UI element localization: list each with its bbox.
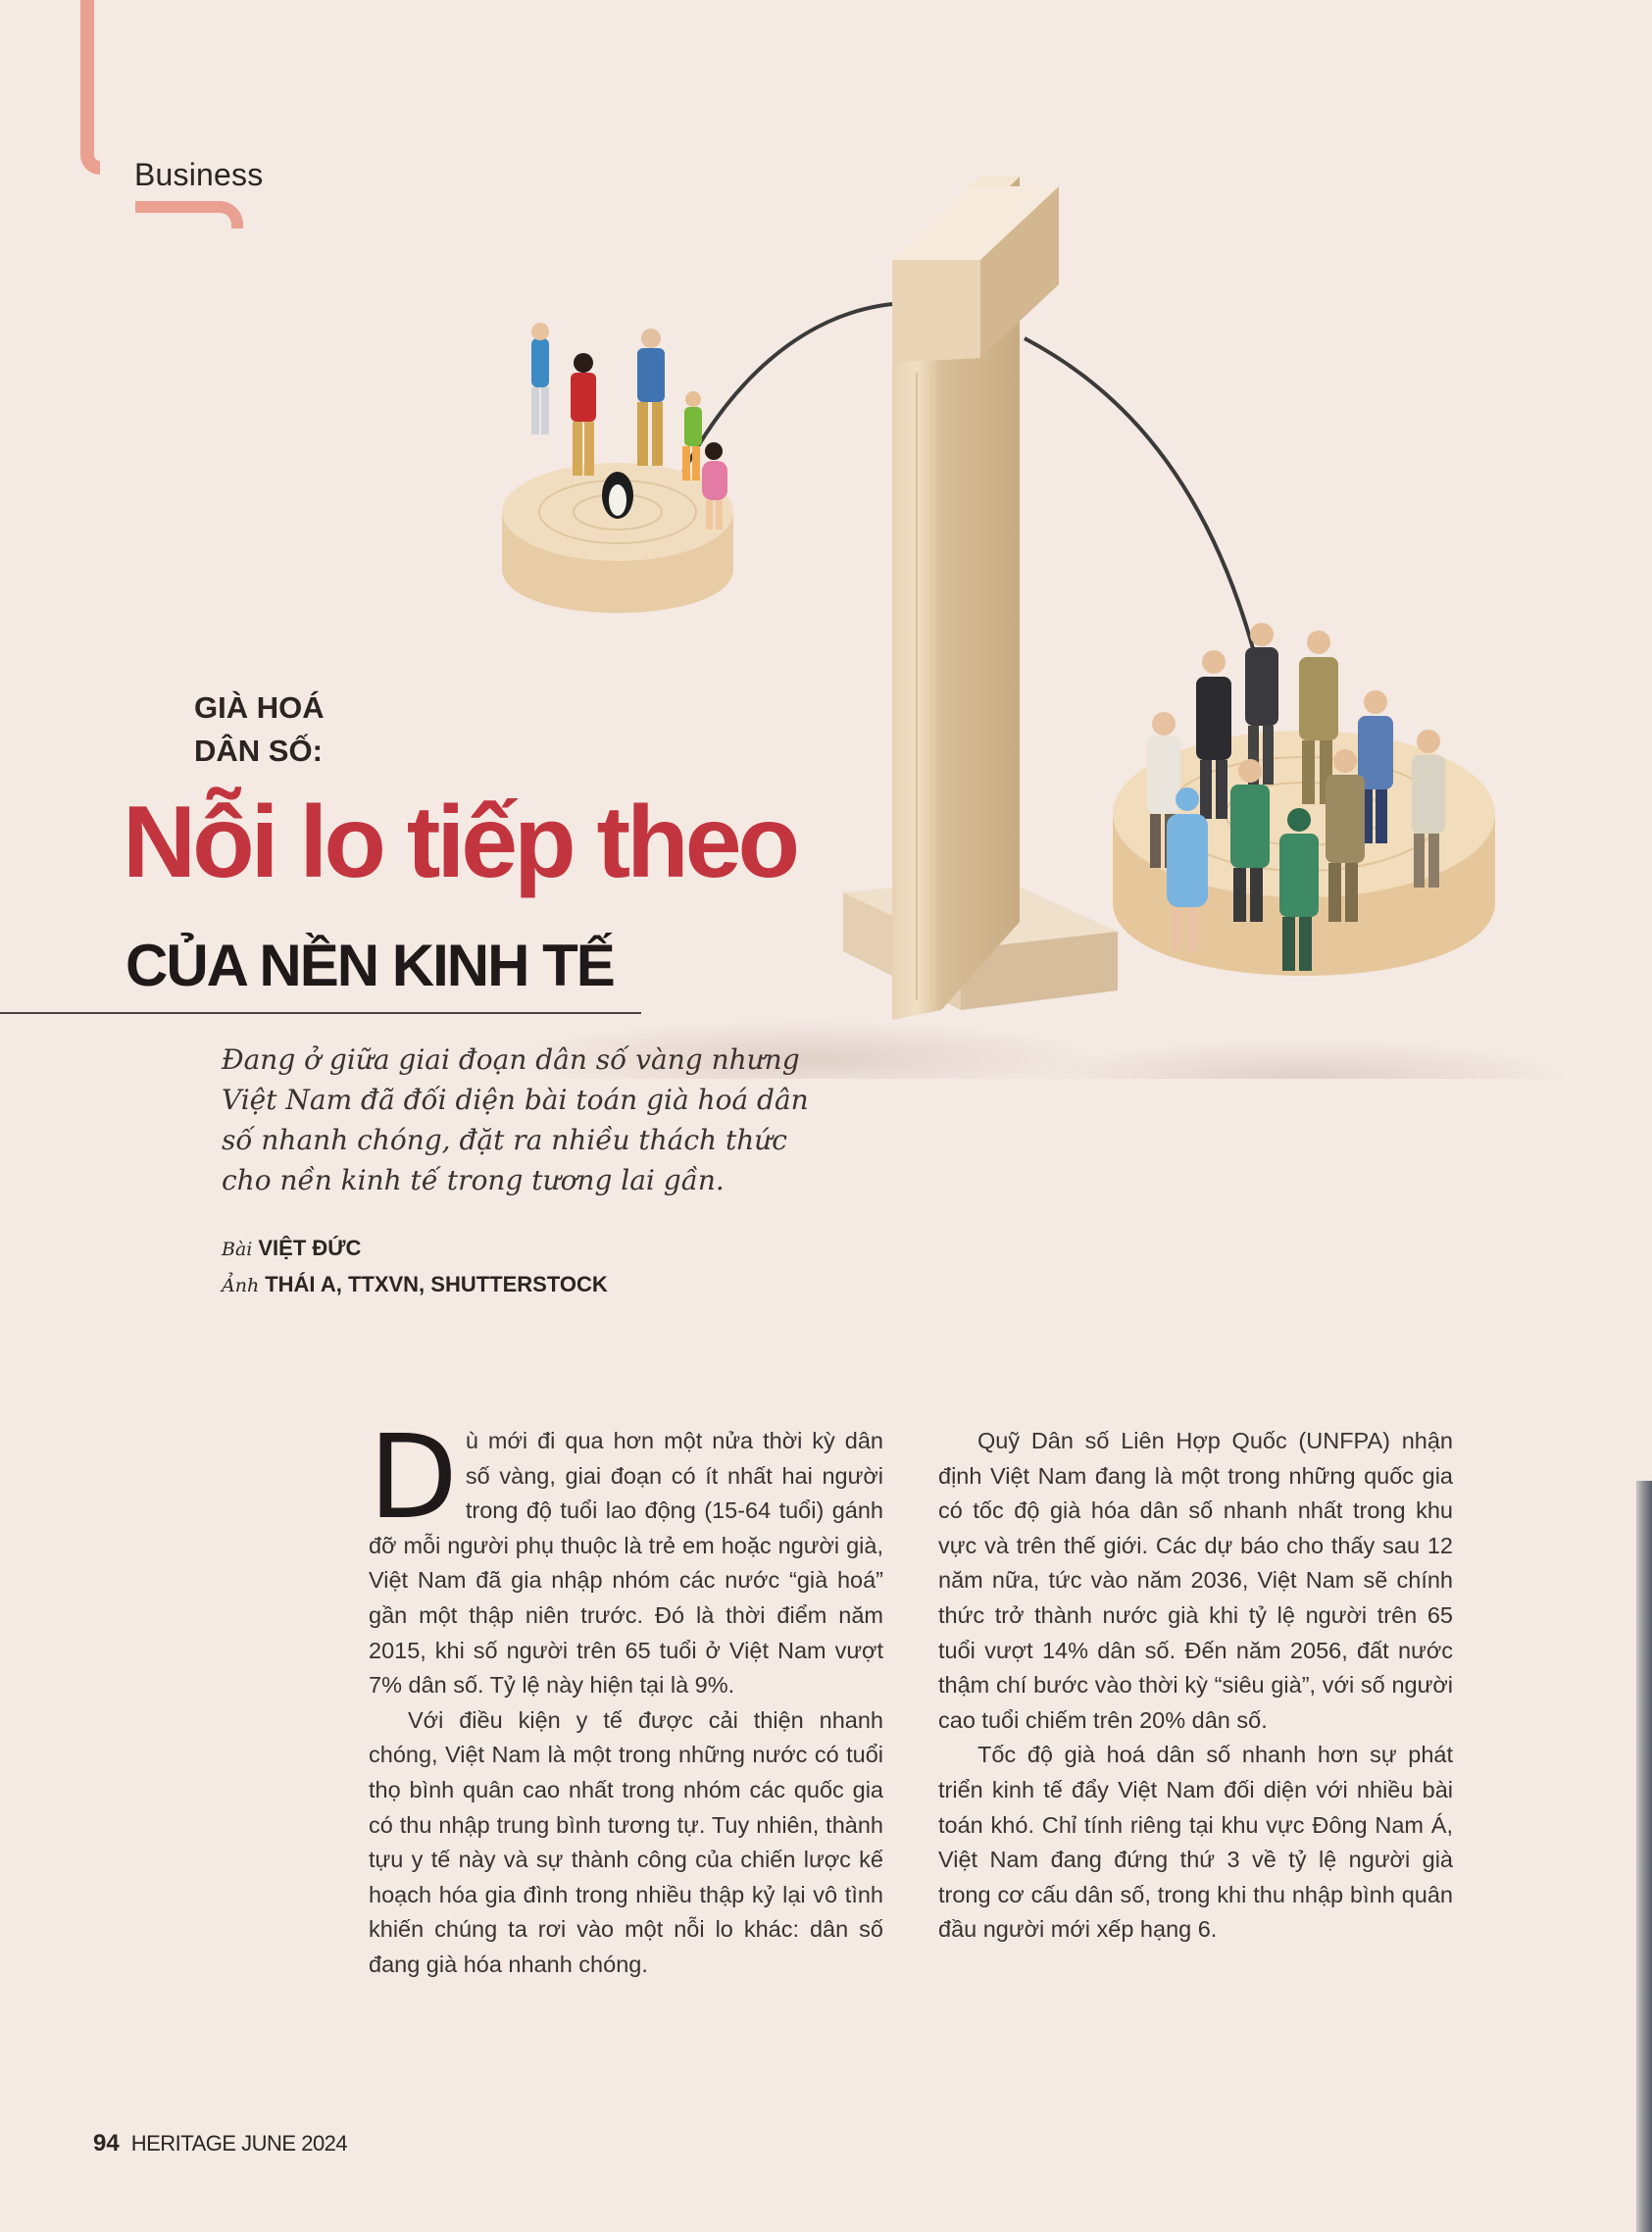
drop-cap: D <box>369 1409 458 1545</box>
magazine-issue: HERITAGE JUNE 2024 <box>130 2131 348 2156</box>
page-footer <box>93 2130 347 2157</box>
credits <box>222 1231 608 1303</box>
shadow <box>1039 1040 1569 1079</box>
section-label: Business <box>134 157 264 192</box>
body-column-2 <box>938 1424 1453 1948</box>
kicker-line-1: GIÀ HOÁ <box>194 690 325 725</box>
body-column-1 <box>369 1409 883 1983</box>
section-underline <box>135 201 243 228</box>
author-credit <box>222 1231 608 1267</box>
balance-illustration <box>471 147 1569 1079</box>
photo-credit <box>222 1267 608 1303</box>
section-bracket <box>80 0 100 175</box>
photo-name: THÁI A, TTXVN, SHUTTERSTOCK <box>265 1272 608 1296</box>
body-paragraph: Với điều kiện y tế được cải thiện nhanh chóng, Việt Nam là một trong những nước có tuổi thọ bình quân cao nhất trong nhóm các quốc gia có thu nhập trung bình tương tự. Tuy nhiên, thành tựu y tế này và sự thành công của chiến lược kế hoạch hóa gia đình trong nhiều thập kỷ lại vô tình khiến chúng ta rơi vào một nỗi lo khác: dân số đang già hóa nhanh chóng. <box>369 1706 883 1977</box>
author-label: Bài <box>222 1239 253 1260</box>
body-paragraph: Tốc độ già hoá dân số nhanh hơn sự phát triển kinh tế đẩy Việt Nam đối diện với nhiều bài toán khó. Chỉ tính riêng tại khu vực Đông Nam Á, Việt Nam đang đứng thứ 3 về tỷ lệ người già trong cơ cấu dân số, trong khi thu nhập bình quân đầu người mới xếp hạng 6. <box>938 1742 1453 1943</box>
author-name: VIỆT ĐỨC <box>258 1236 362 1260</box>
title-divider <box>0 1012 641 1014</box>
paragraph-text: ù mới đi qua hơn một nửa thời kỳ dân số vàng, giai đoạn có ít nhất hai người trong độ tuổi lao động (15-64 tuổi) gánh đỡ mỗi người phụ thuộc là trẻ em hoặc người già, Việt Nam đã gia nhập nhóm các nước “già hoá” gần một thập niên trước. Đó là thời điểm năm 2015, khi số người trên 65 tuổi ở Việt Nam vượt 7% dân số. Tỷ lệ này hiện tại là 9%. <box>369 1428 883 1699</box>
lead-paragraph: Đang ở giữa giai đoạn dân số vàng nhưng Việt Nam đã đối diện bài toán già hoá dân số nhanh chóng, đặt ra nhiều thách thức cho nền kinh tế trong tương lai gần. <box>222 1043 809 1196</box>
page-number: 94 <box>93 2130 120 2156</box>
headline-title: Nỗi lo tiếp theo <box>123 786 797 899</box>
body-paragraph <box>369 1409 883 1703</box>
headline-kicker <box>194 686 488 773</box>
adjacent-page-edge <box>1636 1481 1652 2232</box>
right-wire <box>1025 338 1265 696</box>
headline-subtitle: CỦA NỀN KINH TẾ <box>125 933 614 998</box>
photo-label: Ảnh <box>222 1275 260 1296</box>
body-paragraph: Quỹ Dân số Liên Hợp Quốc (UNFPA) nhận định Việt Nam đang là một trong những quốc gia có tốc độ già hóa dân số nhanh nhất trong khu vực và trên thế giới. Các dự báo cho thấy sau 12 năm nữa, tức vào năm 2036, Việt Nam sẽ chính thức trở thành nước già khi tỷ lệ người trên 65 tuổi vượt 14% dân số. Đến năm 2056, đất nước thậm chí bước vào thời kỳ “siêu già”, với số người cao tuổi chiếm trên 20% dân số. <box>938 1428 1453 1733</box>
kicker-line-2: DÂN SỐ: <box>194 734 323 768</box>
